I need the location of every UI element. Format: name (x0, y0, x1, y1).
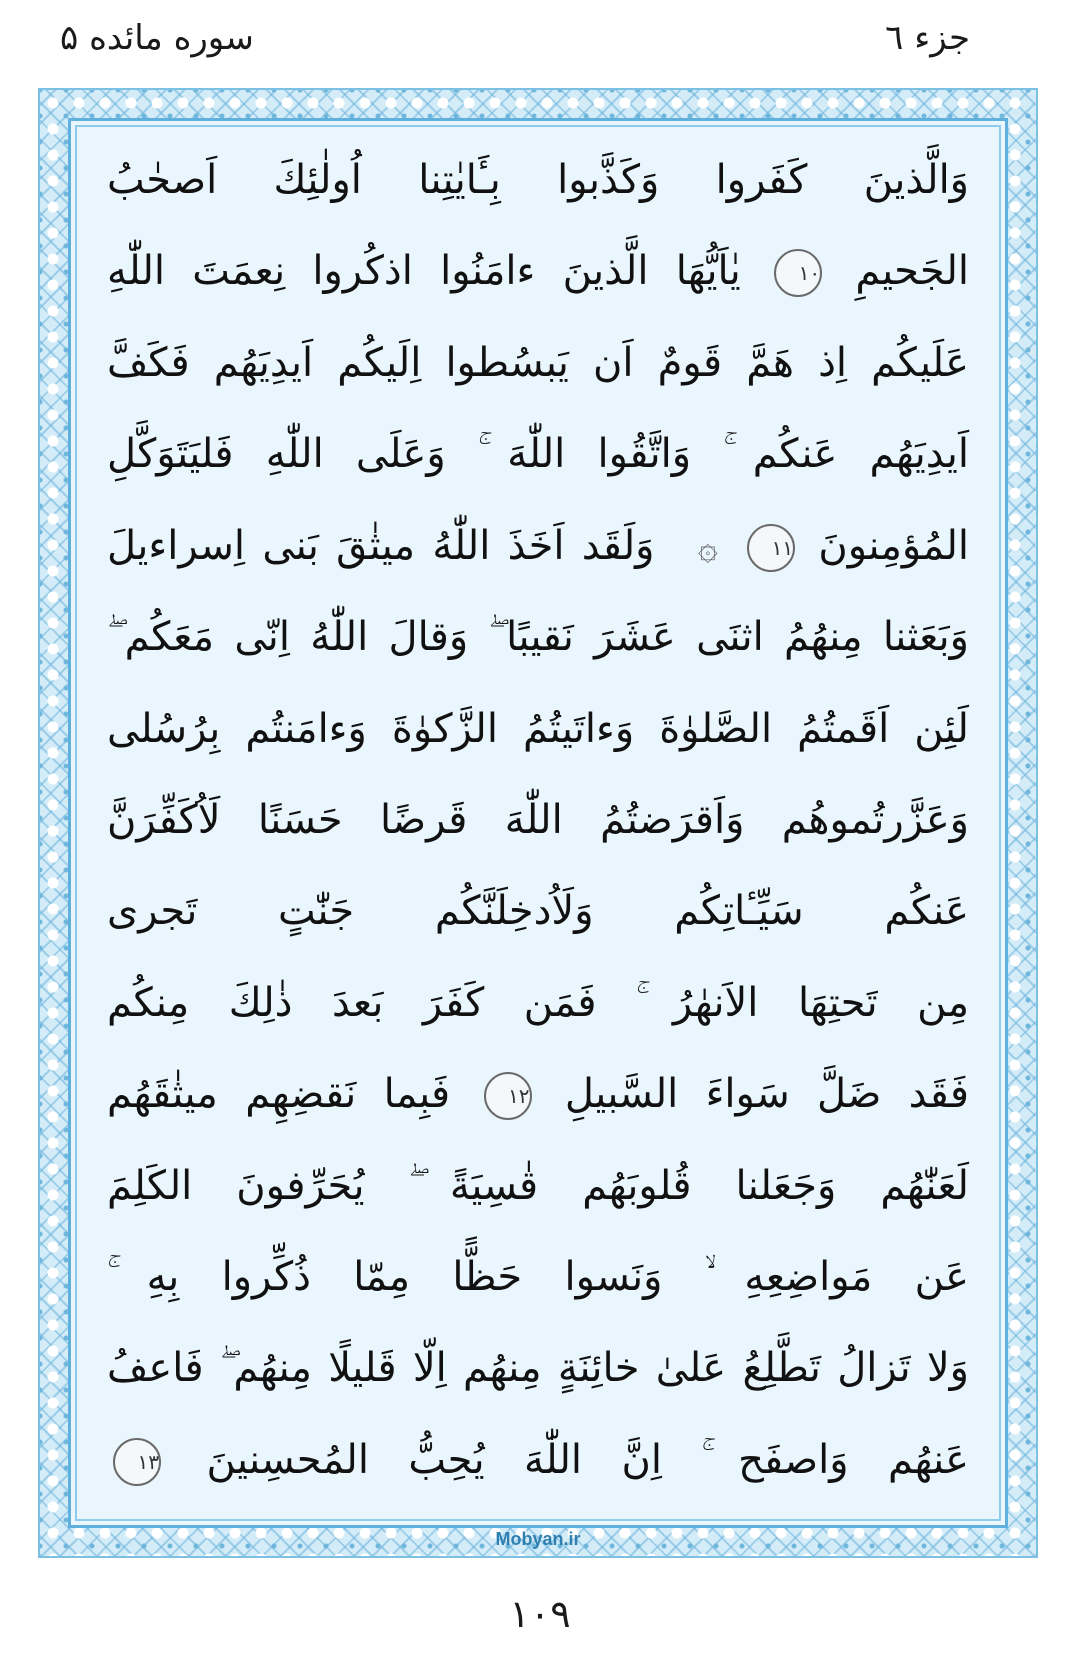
rub-el-hizb-icon: ۞ (697, 527, 718, 568)
verse-text: وَلَقَد اَخَذَ اللّٰهُ ميثٰقَ بَنى اِسراءيلَ (107, 522, 655, 569)
verse-line-1 (107, 145, 969, 215)
verse-text: المُؤمِنونَ (818, 522, 970, 569)
verse-text: وَبَعَثنا مِنهُمُ اثنَى عَشَرَ نَقيبًا ۖ وَقالَ اللّٰهُ اِنّى مَعَكُم ۖ (107, 614, 969, 661)
verse-line-5 (107, 511, 969, 581)
verse-text: عَنهُم وَاصفَح ۚ اِنَّ اللّٰهَ يُحِبُّ المُحسِنينَ (206, 1436, 969, 1483)
verse-text: اَيدِيَهُم عَنكُم ۚ وَاتَّقُوا اللّٰهَ ۚ وَعَلَى اللّٰهِ فَليَتَوَكَّلِ (107, 431, 969, 478)
verse-line-15 (107, 1425, 969, 1495)
verse-text: وَعَزَّرتُموهُم وَاَقرَضتُمُ اللّٰهَ قَرضًا حَسَنًا لَاُكَفِّرَنَّ (107, 796, 969, 843)
verse-text: لَعَنّٰهُم وَجَعَلنا قُلوبَهُم قٰسِيَةً ۖ يُحَرِّفونَ الكَلِمَ (107, 1162, 969, 1209)
verse-text: عَن مَواضِعِهِ ۙ وَنَسوا حَظًّا مِمّا ذُكِّروا بِهِ ۚ (107, 1254, 969, 1301)
ayah-end-marker: ١٢ (484, 1072, 532, 1120)
verse-text: فَبِما نَقضِهِم ميثٰقَهُم (107, 1071, 451, 1118)
verse-text: وَلا تَزالُ تَطَّلِعُ عَلىٰ خائِنَةٍ مِنهُم اِلّا قَليلًا مِنهُم ۖ فَاعفُ (107, 1345, 969, 1392)
verse-text: مِن تَحتِهَا الاَنهٰرُ ۚ فَمَن كَفَرَ بَعدَ ذٰلِكَ مِنكُم (107, 979, 969, 1026)
text-panel (68, 118, 1008, 1528)
verse-text: وَالَّذينَ كَفَروا وَكَذَّبوا بِـَٔايٰتِنا اُولٰئِكَ اَصحٰبُ (107, 157, 969, 203)
verse-line-14 (107, 1333, 969, 1403)
ayah-end-marker: ١٠ (774, 249, 822, 297)
verse-line-7 (107, 694, 969, 764)
verse-text: عَنكُم سَيِّـٔاتِكُم وَلَاُدخِلَنَّكُم جَنّٰتٍ تَجرى (107, 888, 969, 935)
watermark: Mobyan.ir (495, 1529, 581, 1549)
verse-text: الجَحيمِ (855, 248, 970, 295)
verse-line-8 (107, 785, 969, 855)
verse-line-11 (107, 1059, 969, 1129)
verse-line-12 (107, 1151, 969, 1221)
verse-text: يٰاَيُّهَا الَّذينَ ءامَنُوا اذكُروا نِعمَتَ اللّٰهِ (107, 248, 741, 295)
verse-line-9 (107, 876, 969, 946)
ayah-end-marker: ١١ (747, 524, 795, 572)
verse-text: عَلَيكُم اِذ هَمَّ قَومٌ اَن يَبسُطوا اِلَيكُم اَيدِيَهُم فَكَفَّ (107, 339, 969, 386)
verse-line-3 (107, 328, 969, 398)
verse-line-4 (107, 419, 969, 489)
verse-text: لَئِن اَقَمتُمُ الصَّلوٰةَ وَءاتَيتُمُ الزَّكوٰةَ وَءامَنتُم بِرُسُلى (107, 705, 969, 752)
juz-label: جزء ٦ (885, 18, 970, 58)
page-number: ١٠٩ (509, 1592, 571, 1636)
surah-label: سوره مائده ۵ (60, 18, 254, 58)
ayah-end-marker: ١٣ (113, 1438, 161, 1486)
verse-line-2 (107, 236, 969, 306)
verse-text: فَقَد ضَلَّ سَواءَ السَّبيلِ (564, 1071, 969, 1118)
verse-line-6 (107, 602, 969, 672)
verse-line-13 (107, 1242, 969, 1312)
verse-line-10 (107, 968, 969, 1038)
verse-lines (107, 145, 969, 1495)
ornamental-border (38, 88, 1038, 1558)
